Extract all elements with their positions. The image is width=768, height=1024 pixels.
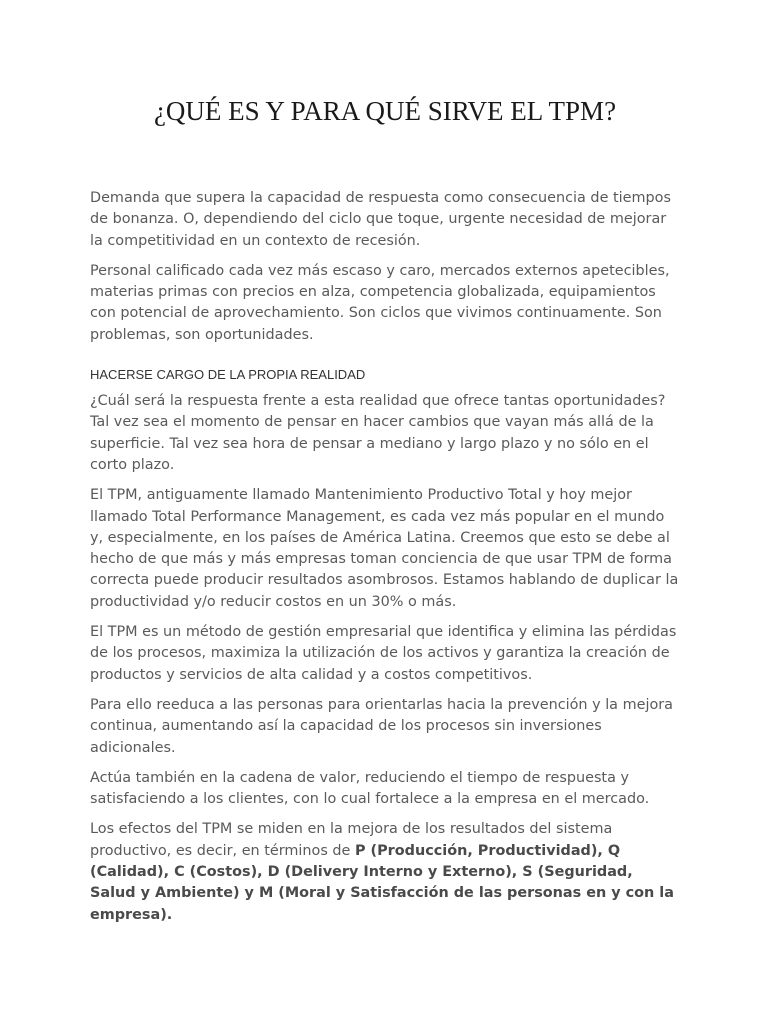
paragraph-section-2: El TPM, antiguamente llamado Mantenimiento Productivo Total y hoy mejor llamado Total Performance Management, es cada vez más popular en el mundo y, especialmente, en los países de América Latina. Creemos que esto se debe al hecho de que más y más empresas toman conciencia de que usar TPM de forma correcta puede producir resultados asombrosos. Estamos hablando de duplicar la productividad y/o reducir costos en un 30% o más. [90,487,679,610]
paragraph-effects-bold: P (Producción, Productividad), Q (Calidad), C (Costos), D (Delivery Interno y Externo), S (Seguridad, Salud y Ambiente) y M (Moral y Satisfacción de las personas en y con la empresa). [90,842,674,923]
paragraph-intro-1: Demanda que supera la capacidad de respuesta como consecuencia de tiempos de bonanza. O, dependiendo del ciclo que toque, urgente necesidad de mejorar la competitividad en un contexto de recesión. [90,190,671,249]
document-body [90,188,680,926]
paragraph-section-5: Actúa también en la cadena de valor, reduciendo el tiempo de respuesta y satisfaciendo a los clientes, con lo cual fortalece a la empresa en el mercado. [90,769,650,808]
paragraph-section-3: El TPM es un método de gestión empresarial que identifica y elimina las pérdidas de los procesos, maximiza la utilización de los activos y garantiza la creación de productos y servicios de alta calidad y a costos competitivos. [90,624,677,683]
paragraph-intro-2: Personal calificado cada vez más escaso y caro, mercados externos apetecibles, materias primas con precios en alza, competencia globalizada, equipamientos con potencial de aprovechamiento. Son ciclos que vivimos continuamente. Son problemas, son oportunidades. [90,262,670,343]
paragraph-effects [90,819,680,925]
page-title: ¿QUÉ ES Y PARA QUÉ SIRVE EL TPM? [153,96,617,126]
paragraph-section-1: ¿Cuál será la respuesta frente a esta realidad que ofrece tantas oportunidades? Tal vez sea el momento de pensar en hacer cambios que vayan más allá de la superficie. Tal vez sea hora de pensar a mediano y largo plazo y no sólo en el corto plazo. [90,393,666,473]
section-heading: HACERSE CARGO DE LA PROPIA REALIDAD [90,367,366,383]
paragraph-effects-normal: Los efectos del TPM se miden en la mejora de los resultados del sistema productivo, es decir, en términos de [90,821,613,859]
paragraph-section-4: Para ello reeduca a las personas para orientarlas hacia la prevención y la mejora continua, aumentando así la capacidad de los procesos sin inversiones adicionales. [90,696,673,756]
